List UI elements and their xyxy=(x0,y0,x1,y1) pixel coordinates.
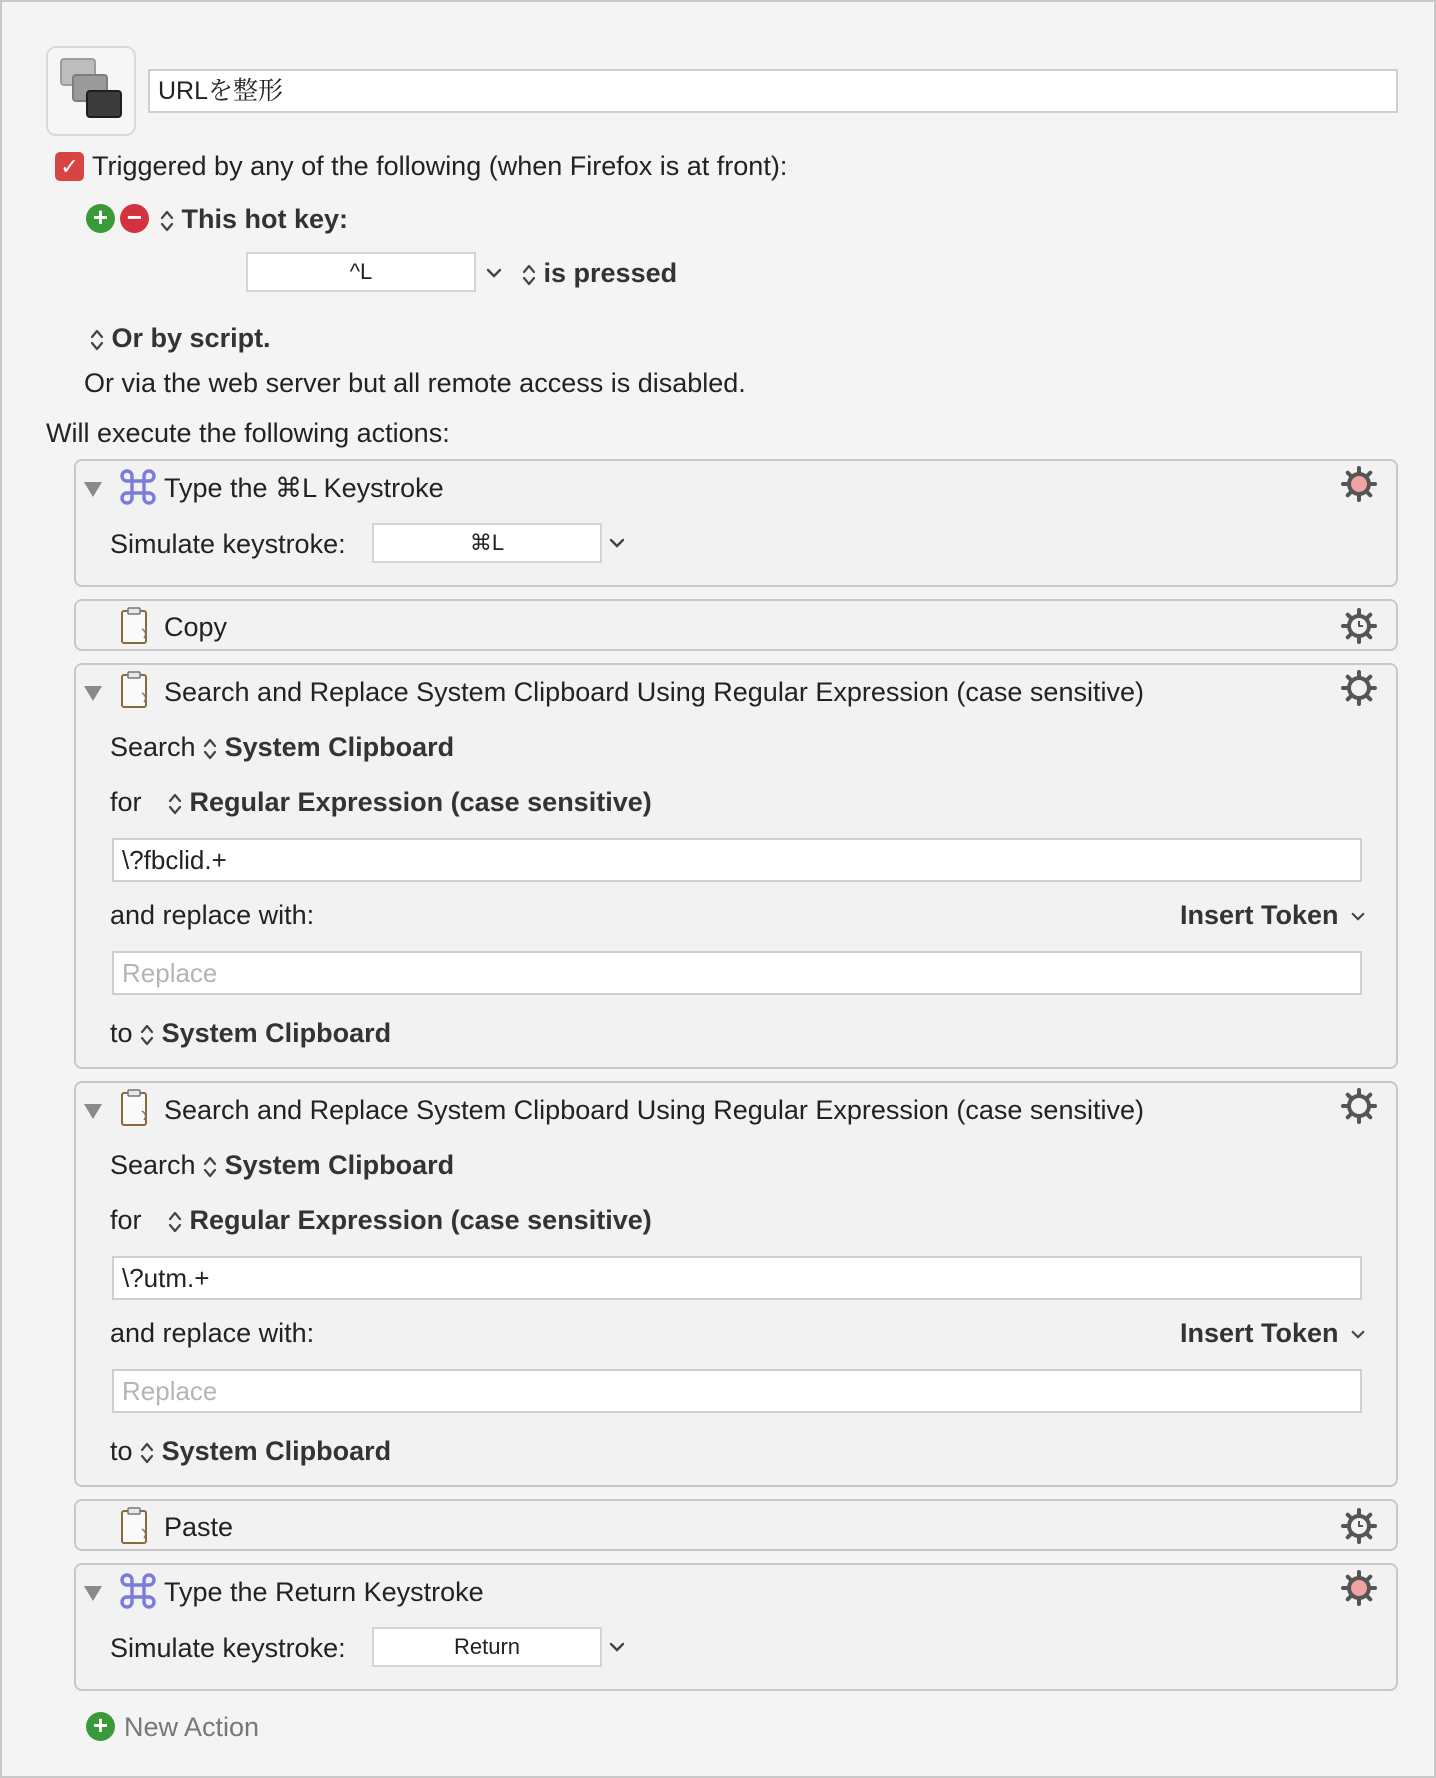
minus-circle-icon[interactable]: − xyxy=(120,204,149,233)
to-target: System Clipboard xyxy=(161,1018,392,1048)
script-label: Or by script. xyxy=(111,323,271,353)
script-trigger-popup[interactable] xyxy=(90,323,271,354)
updown-arrows-icon xyxy=(522,263,536,287)
search-label: Search xyxy=(110,732,196,762)
hotkey-state-popup[interactable] xyxy=(522,258,677,289)
trigger-header: Triggered by any of the following (when Firefox is at front): xyxy=(92,151,788,181)
disclosure-triangle-icon[interactable] xyxy=(84,482,102,497)
search-label: Search xyxy=(110,1150,196,1180)
action-paste[interactable] xyxy=(74,1499,1398,1551)
gear-icon[interactable] xyxy=(1340,669,1378,707)
action-title: Type the ⌘L Keystroke xyxy=(164,473,444,503)
to-label: to xyxy=(110,1436,133,1466)
action-copy[interactable] xyxy=(74,599,1398,651)
chevron-down-icon[interactable] xyxy=(485,267,503,279)
for-mode: Regular Expression (case sensitive) xyxy=(189,1205,652,1235)
action-title: Copy xyxy=(164,612,228,642)
trigger-type-popup[interactable] xyxy=(160,204,348,235)
clipboard-icon xyxy=(120,1089,150,1127)
hotkey-field[interactable]: ^L xyxy=(246,252,476,292)
to-row xyxy=(110,1436,391,1467)
updown-arrows-icon xyxy=(168,792,182,816)
keystroke-field[interactable]: Return xyxy=(372,1627,602,1667)
keystroke-field[interactable]: ⌘L xyxy=(372,523,602,563)
plus-circle-icon[interactable]: + xyxy=(86,204,115,233)
replace-input[interactable]: Replace xyxy=(112,951,1362,995)
action-search-replace[interactable] xyxy=(74,1081,1398,1487)
simulate-label: Simulate keystroke: xyxy=(110,529,346,559)
macro-name-input[interactable]: URLを整形 xyxy=(148,69,1398,113)
for-label: for xyxy=(110,1205,142,1235)
action-title: Search and Replace System Clipboard Using Regular Expression (case sensitive) xyxy=(164,677,1144,707)
updown-arrows-icon xyxy=(203,737,217,761)
actions-header: Will execute the following actions: xyxy=(46,418,450,448)
updown-arrows-icon xyxy=(168,1210,182,1234)
clipboard-icon xyxy=(120,671,150,709)
gear-icon[interactable] xyxy=(1340,465,1378,503)
chevron-down-icon xyxy=(1350,911,1366,922)
hotkey-state-label: is pressed xyxy=(543,258,678,288)
checkmark-icon[interactable]: ✓ xyxy=(55,152,84,181)
action-title: Paste xyxy=(164,1512,234,1542)
disclosure-triangle-icon[interactable] xyxy=(84,686,102,701)
gear-icon[interactable] xyxy=(1340,607,1378,645)
for-mode-popup[interactable] xyxy=(168,1205,652,1236)
action-title: Search and Replace System Clipboard Using Regular Expression (case sensitive) xyxy=(164,1095,1144,1125)
pattern-input[interactable]: \?fbclid.+ xyxy=(112,838,1362,882)
action-search-replace[interactable] xyxy=(74,663,1398,1069)
search-row xyxy=(110,1150,454,1181)
to-target: System Clipboard xyxy=(161,1436,392,1466)
to-label: to xyxy=(110,1018,133,1048)
hotkey-label: This hot key: xyxy=(181,204,349,234)
search-target-popup[interactable] xyxy=(203,732,454,762)
action-type-keystroke[interactable] xyxy=(74,1563,1398,1691)
chevron-down-icon[interactable] xyxy=(608,537,626,549)
for-mode: Regular Expression (case sensitive) xyxy=(189,787,652,817)
updown-arrows-icon xyxy=(140,1023,154,1047)
replace-label: and replace with: xyxy=(110,900,315,930)
to-target-popup[interactable] xyxy=(140,1018,391,1048)
command-key-icon xyxy=(120,1573,156,1609)
simulate-label: Simulate keystroke: xyxy=(110,1633,346,1663)
clipboard-icon xyxy=(120,607,150,645)
search-target-popup[interactable] xyxy=(203,1150,454,1180)
updown-arrows-icon xyxy=(140,1441,154,1465)
gear-icon[interactable] xyxy=(1340,1569,1378,1607)
search-row xyxy=(110,732,454,763)
replace-label: and replace with: xyxy=(110,1318,315,1348)
chevron-down-icon xyxy=(1350,1329,1366,1340)
search-target: System Clipboard xyxy=(224,732,455,762)
insert-token-label: Insert Token xyxy=(1180,900,1339,930)
updown-arrows-icon xyxy=(160,209,174,233)
for-mode-popup[interactable] xyxy=(168,787,652,818)
to-target-popup[interactable] xyxy=(140,1436,391,1466)
updown-arrows-icon xyxy=(90,328,104,352)
updown-arrows-icon xyxy=(203,1155,217,1179)
web-server-note: Or via the web server but all remote access is disabled. xyxy=(84,368,746,398)
action-title: Type the Return Keystroke xyxy=(164,1577,484,1607)
insert-token-menu[interactable] xyxy=(1180,1318,1366,1349)
insert-token-label: Insert Token xyxy=(1180,1318,1339,1348)
plus-circle-icon[interactable]: + xyxy=(86,1712,115,1741)
action-type-keystroke[interactable] xyxy=(74,459,1398,587)
chevron-down-icon[interactable] xyxy=(608,1641,626,1653)
new-action-button[interactable]: New Action xyxy=(124,1712,260,1742)
gear-icon[interactable] xyxy=(1340,1507,1378,1545)
clipboard-icon xyxy=(120,1507,150,1545)
insert-token-menu[interactable] xyxy=(1180,900,1366,931)
gear-icon[interactable] xyxy=(1340,1087,1378,1125)
to-row xyxy=(110,1018,391,1049)
macro-windows-icon[interactable] xyxy=(46,46,136,136)
search-target: System Clipboard xyxy=(224,1150,455,1180)
command-key-icon xyxy=(120,469,156,505)
replace-input[interactable]: Replace xyxy=(112,1369,1362,1413)
disclosure-triangle-icon[interactable] xyxy=(84,1586,102,1601)
disclosure-triangle-icon[interactable] xyxy=(84,1104,102,1119)
for-label: for xyxy=(110,787,142,817)
pattern-input[interactable]: \?utm.+ xyxy=(112,1256,1362,1300)
